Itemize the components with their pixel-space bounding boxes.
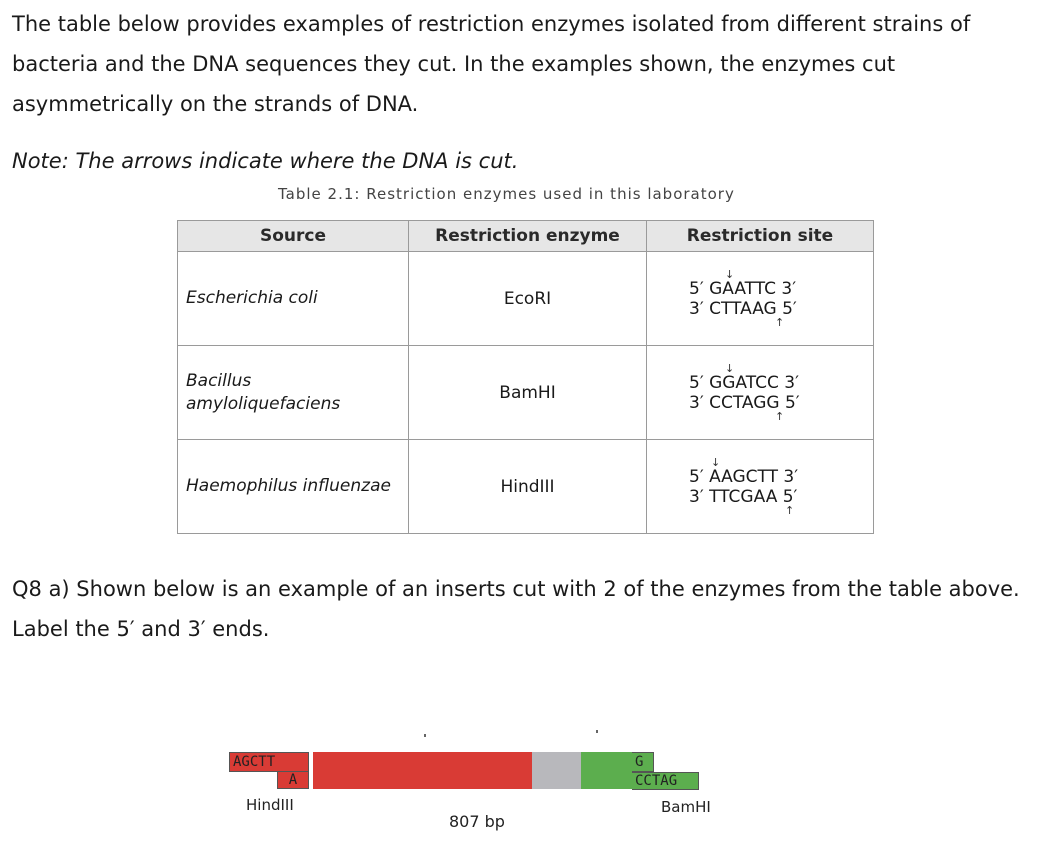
bamhi-overhang-bottom: CCTAG bbox=[632, 772, 699, 790]
insert-green-segment bbox=[581, 752, 632, 789]
enzyme-cell: EcoRI bbox=[409, 252, 647, 346]
question-q8a: Q8 a) Shown below is an example of an inserts cut with 2 of the enzymes from the table above. Label the 5′ and 3′ ends. bbox=[12, 577, 1020, 641]
tick-mark bbox=[424, 734, 426, 737]
table-row bbox=[178, 346, 874, 440]
insert-grey-segment bbox=[532, 752, 581, 789]
site-cell bbox=[647, 346, 874, 440]
site-cell bbox=[647, 440, 874, 534]
insert-length-label: 807 bp bbox=[449, 812, 505, 831]
table-header-row bbox=[178, 221, 874, 252]
tick-mark bbox=[596, 730, 598, 733]
header-enzyme: Restriction enzyme bbox=[409, 221, 647, 252]
source-cell: Bacillus amyloliquefaciens bbox=[178, 346, 409, 440]
hindiii-overhang-top: AGCTT bbox=[229, 752, 309, 772]
site-bottom-strand: 3′ CTTAAG 5′ bbox=[689, 298, 797, 319]
bamhi-overhang-top: G bbox=[632, 752, 654, 772]
bamhi-label: BamHI bbox=[661, 798, 711, 816]
site-cell bbox=[647, 252, 874, 346]
note-text: Note: The arrows indicate where the DNA is cut. bbox=[12, 149, 519, 173]
hindiii-overhang-bottom: A bbox=[277, 772, 309, 789]
insert-red-segment bbox=[313, 752, 532, 789]
source-cell: Escherichia coli bbox=[178, 252, 409, 346]
cut-arrow-up-icon: ↑ bbox=[785, 503, 795, 517]
cut-arrow-down-icon: ↓ bbox=[725, 267, 735, 281]
site-bottom-strand: 3′ CCTAGG 5′ bbox=[689, 392, 800, 413]
site-top-strand: 5′ GGATCC 3′ bbox=[689, 372, 799, 393]
cut-arrow-down-icon: ↓ bbox=[725, 361, 735, 375]
cut-arrow-up-icon: ↑ bbox=[775, 409, 785, 423]
cut-arrow-up-icon: ↑ bbox=[775, 315, 785, 329]
header-site: Restriction site bbox=[647, 221, 874, 252]
table-caption: Table 2.1: Restriction enzymes used in this laboratory bbox=[278, 185, 735, 203]
restriction-enzyme-table bbox=[177, 220, 874, 534]
table-row bbox=[178, 252, 874, 346]
source-cell: Haemophilus influenzae bbox=[178, 440, 409, 534]
enzyme-cell: BamHI bbox=[409, 346, 647, 440]
site-top-strand: 5′ GAATTC 3′ bbox=[689, 278, 797, 299]
intro-paragraph: The table below provides examples of restriction enzymes isolated from different strains of bacteria and the DNA sequences they cut. In the examples shown, the enzymes cut asymmetrically on the strands of DNA. bbox=[12, 12, 971, 116]
hindiii-label: HindIII bbox=[246, 796, 294, 814]
cut-arrow-down-icon: ↓ bbox=[711, 455, 721, 469]
enzyme-cell: HindIII bbox=[409, 440, 647, 534]
site-bottom-strand: 3′ TTCGAA 5′ bbox=[689, 486, 798, 507]
table-row bbox=[178, 440, 874, 534]
header-source: Source bbox=[178, 221, 409, 252]
site-top-strand: 5′ AAGCTT 3′ bbox=[689, 466, 799, 487]
